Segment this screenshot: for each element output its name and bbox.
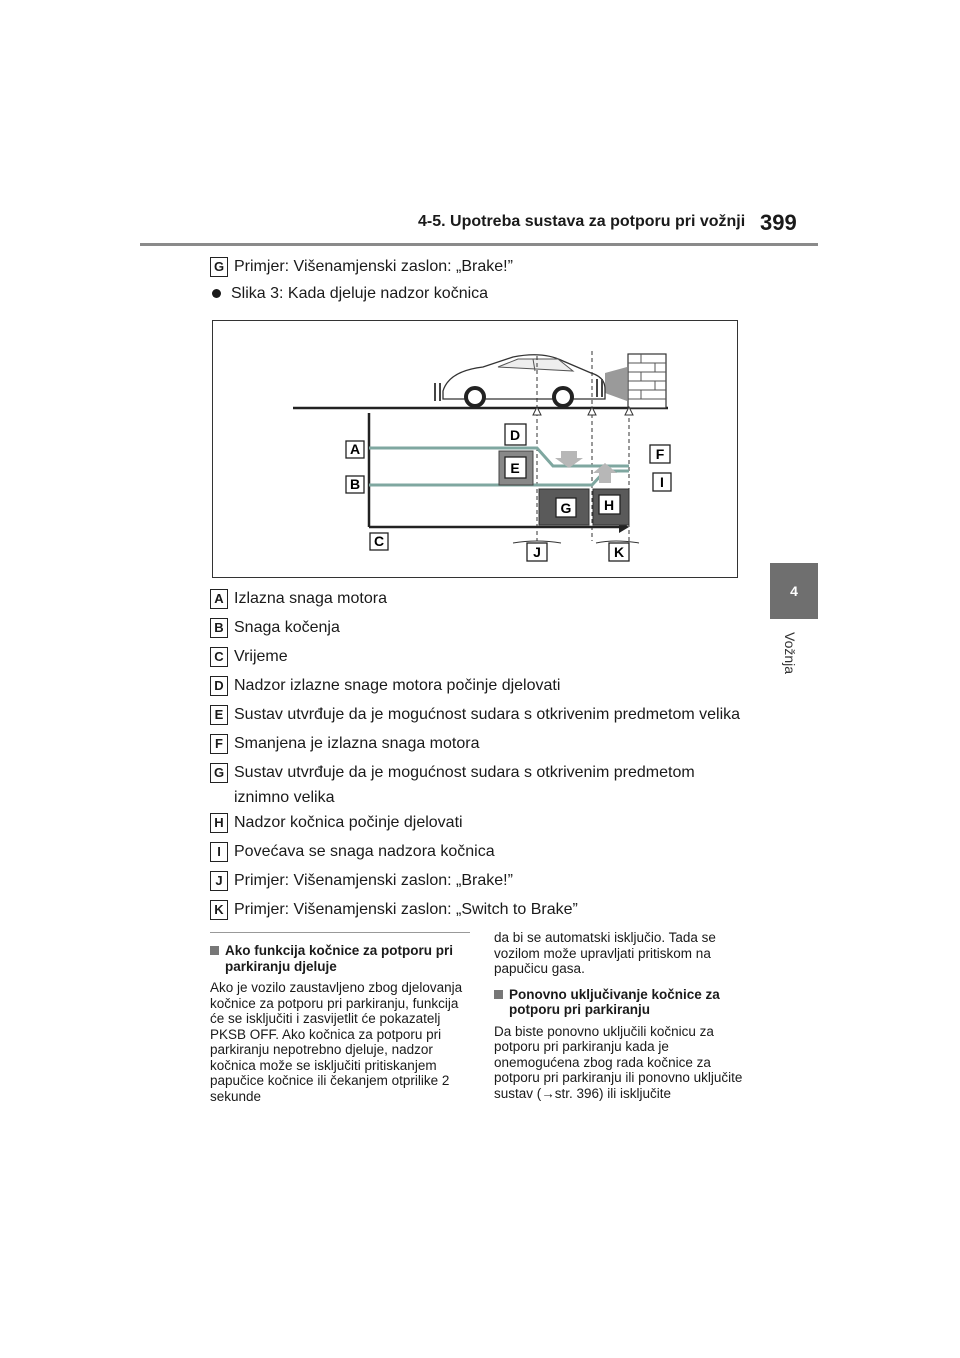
- legend-text: Snaga kočenja: [234, 619, 340, 636]
- legend-badge: H: [210, 813, 228, 833]
- legend-item: [210, 812, 774, 834]
- legend-badge: C: [210, 647, 228, 667]
- legend-item: [210, 733, 774, 755]
- header-rule: [140, 243, 818, 246]
- right-column: [494, 930, 754, 1101]
- right-heading-text: Ponovno uključivanje kočnice za potporu pri parkiranju: [509, 986, 720, 1017]
- legend-text: Izlazna snaga motora: [234, 590, 387, 607]
- badge-g: G: [210, 257, 228, 277]
- legend-badge: A: [210, 589, 228, 609]
- legend-text: Sustav utvrđuje da je mogućnost sudara s otkrivenim predmetom iznimno velika: [234, 764, 695, 806]
- legend-text: Smanjena je izlazna snaga motora: [234, 735, 480, 752]
- intro-g-line: [210, 256, 774, 278]
- brake-control-figure: [212, 320, 738, 578]
- legend-item: [210, 588, 774, 610]
- legend-text: Nadzor kočnica počinje djelovati: [234, 814, 463, 831]
- sensor-wave-icon: [605, 367, 627, 401]
- left-heading: [210, 943, 470, 974]
- chapter-label: Vožnja: [782, 632, 798, 675]
- chapter-tab: 4: [770, 563, 818, 619]
- section-title: 4-5. Upotreba sustava za potporu pri vožnji: [418, 213, 746, 230]
- legend-text: Sustav utvrđuje da je mogućnost sudara s otkrivenim predmetom velika: [234, 706, 741, 723]
- wall-icon: [628, 354, 666, 408]
- fig-label-h: H: [603, 497, 615, 513]
- legend-badge: I: [210, 842, 228, 862]
- legend-text: Nadzor izlazne snage motora počinje djelovati: [234, 677, 561, 694]
- legend-badge: B: [210, 618, 228, 638]
- legend-item: [210, 762, 714, 810]
- legend-text: Primjer: Višenamjenski zaslon: „Switch to Brake”: [234, 901, 578, 918]
- fig-label-e: E: [510, 460, 520, 476]
- fig-label-b: B: [349, 476, 361, 492]
- legend-badge: D: [210, 676, 228, 696]
- legend-badge: G: [210, 763, 228, 783]
- fig-label-j: J: [533, 544, 541, 560]
- right-body: Da biste ponovno uključili kočnicu za potporu pri parkiranju kada je onemogućena zbog rada kočnice za potporu pri parkiranju ili ponovno uključite sustav (→str. 396) ili isključite: [494, 1023, 743, 1101]
- fig-label-a: A: [349, 441, 361, 457]
- legend-badge: J: [210, 871, 228, 891]
- legend-text: Povećava se snaga nadzora kočnica: [234, 843, 495, 860]
- intro-g-text: Primjer: Višenamjenski zaslon: „Brake!”: [234, 258, 513, 275]
- figure-caption: Slika 3: Kada djeluje nadzor kočnica: [231, 285, 489, 302]
- left-column: [210, 932, 470, 1104]
- page-number: 399: [760, 210, 797, 235]
- fig-label-d: D: [509, 427, 521, 443]
- legend-badge: F: [210, 734, 228, 754]
- legend-text: Vrijeme: [234, 648, 288, 665]
- bullet-icon: [212, 289, 221, 298]
- figure-caption-bullet: [212, 285, 488, 303]
- right-heading: [494, 987, 754, 1018]
- legend-badge: E: [210, 705, 228, 725]
- left-heading-text: Ako funkcija kočnice za potporu pri parkiranju djeluje: [225, 943, 454, 974]
- column-rule: [210, 932, 470, 933]
- fig-label-g: G: [560, 500, 572, 516]
- legend-text: Primjer: Višenamjenski zaslon: „Brake!”: [234, 872, 513, 889]
- fig-label-k: K: [613, 544, 625, 560]
- right-continuation: da bi se automatski isključio. Tada se vozilom može upravljati pritiskom na papučicu gasa.: [494, 930, 716, 976]
- timing-diagram: [213, 321, 737, 577]
- legend-item: [210, 617, 774, 639]
- fig-label-f: F: [655, 446, 665, 462]
- legend-badge: K: [210, 900, 228, 920]
- car-icon: [435, 355, 605, 406]
- legend-item: [210, 704, 774, 726]
- square-bullet-icon: [210, 946, 219, 955]
- fig-label-c: C: [373, 533, 385, 549]
- left-body: Ako je vozilo zaustavljeno zbog djelovanja kočnice za potporu pri parkiranju, funkcija će se isključiti i zasvijetlit će pokazatelj PKSB OFF. Ako kočnica za potporu pri parkiranju nepotrebno djeluje, nadzor kočnica može se isključiti pritiskanjem papučice kočnice ili čekanjem otprilike 2 sekunde: [210, 980, 463, 1104]
- legend-item: [210, 899, 774, 921]
- fig-label-i: I: [660, 474, 664, 490]
- legend-item: [210, 870, 774, 892]
- legend-item: [210, 675, 774, 697]
- square-bullet-icon: [494, 990, 503, 999]
- legend-item: [210, 841, 774, 863]
- legend-item: [210, 646, 774, 668]
